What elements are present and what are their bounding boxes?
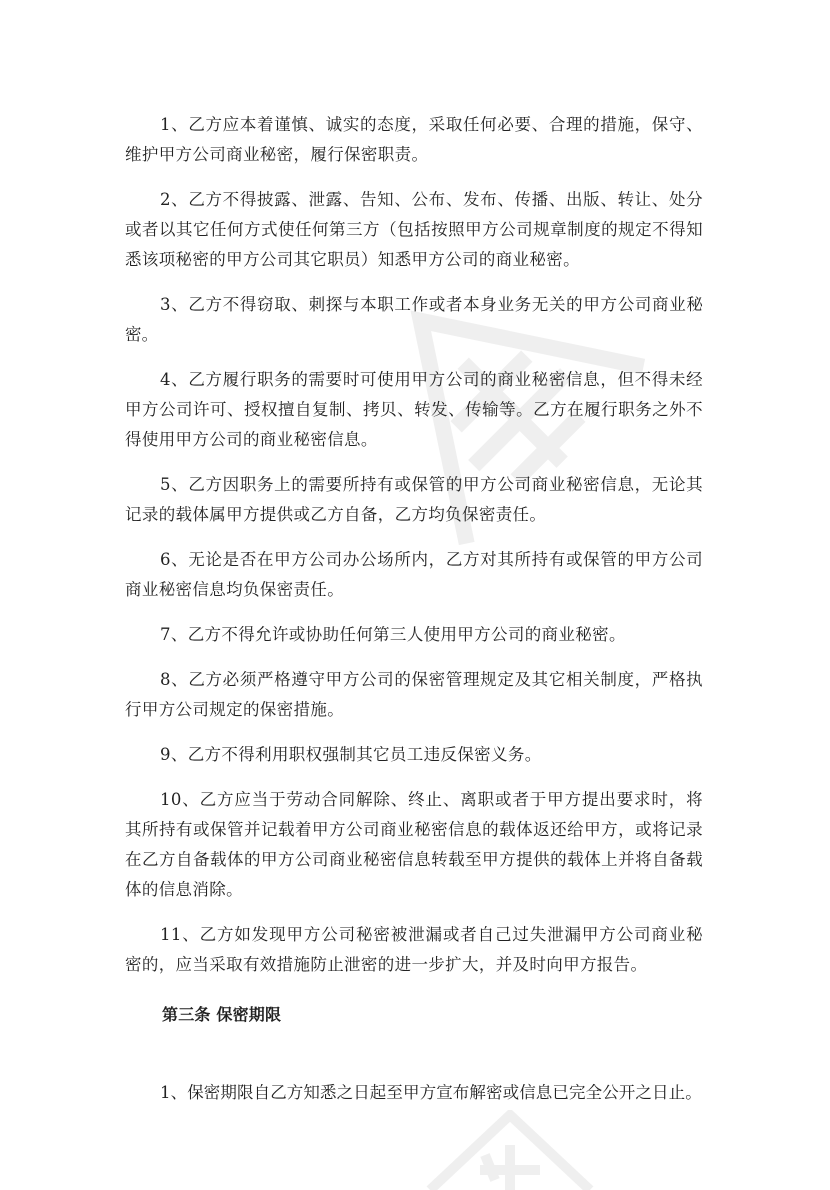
clause-7: 7、乙方不得允许或协助任何第三人使用甲方公司的商业秘密。 [160,625,626,644]
clause-5: 5、乙方因职务上的需要所持有或保管的甲方公司商业秘密信息，无论其记录的载体属甲方提供或乙方自备，乙方均负保密责任。 [125,475,703,524]
clause-4: 4、乙方履行职务的需要时可使用甲方公司的商业秘密信息，但不得未经甲方公司许可、授权擅自复制、拷贝、转发、传输等。乙方在履行职务之外不得使用甲方公司的商业秘密信息。 [125,370,703,449]
clause-2: 2、乙方不得披露、泄露、告知、公布、发布、传播、出版、转让、处分或者以其它任何方式使任何第三方（包括按照甲方公司规章制度的规定不得知悉该项秘密的甲方公司其它职员）知悉甲方公司的商业秘密。 [125,190,703,269]
clause-1: 1、乙方应本着谨慎、诚实的态度，采取任何必要、合理的措施，保守、维护甲方公司商业秘密，履行保密职责。 [125,115,703,164]
document-body [125,110,703,1123]
clause-8: 8、乙方必须严格遵守甲方公司的保密管理规定及其它相关制度，严格执行甲方公司规定的保密措施。 [125,670,703,719]
clause-6: 6、无论是否在甲方公司办公场所内，乙方对其所持有或保管的甲方公司商业秘密信息均负保密责任。 [125,550,703,599]
section-heading-confidentiality-period: 第三条 保密期限 [162,1005,282,1024]
clause-9: 9、乙方不得利用职权强制其它员工违反保密义务。 [160,745,542,764]
clause-3: 3、乙方不得窃取、刺探与本职工作或者本身业务无关的甲方公司商业秘密。 [125,295,703,344]
period-clause-1: 1、保密期限自乙方知悉之日起至甲方宣布解密或信息已完全公开之日止。 [160,1083,702,1102]
clause-10: 10、乙方应当于劳动合同解除、终止、离职或者于甲方提出要求时，将其所持有或保管并记载着甲方公司商业秘密信息的载体返还给甲方，或将记录在乙方自备载体的甲方公司商业秘密信息转载至甲方提供的载体上并将自备载体的信息消除。 [125,790,703,899]
clause-11: 11、乙方如发现甲方公司秘密被泄漏或者自己过失泄漏甲方公司商业秘密的，应当采取有效措施防止泄密的进一步扩大，并及时向甲方报告。 [125,925,703,974]
